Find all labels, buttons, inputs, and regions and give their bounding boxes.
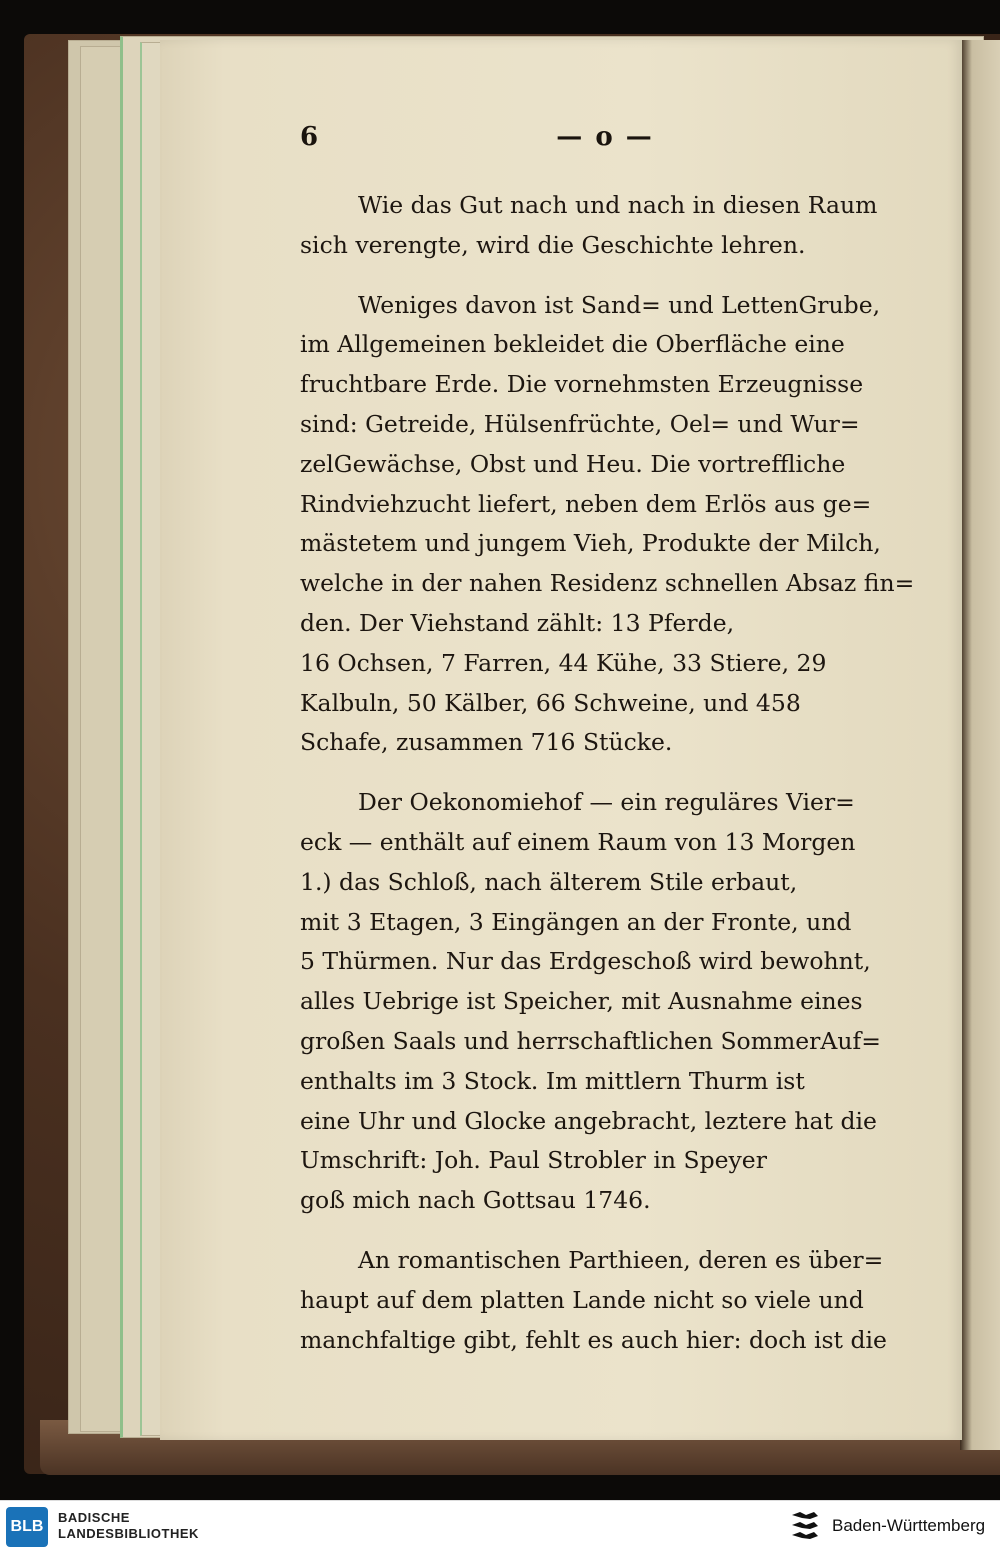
library-name-line2: LANDESBIBLIOTHEK (58, 1526, 199, 1541)
state-name[interactable]: Baden-Württemberg (832, 1516, 986, 1535)
text-line: 5 Thürmen. Nur das Erdgeschoß wird bewohnt, (300, 947, 871, 976)
text-line: Rindviehzucht liefert, neben dem Erlös aus ge= (300, 489, 872, 518)
text-line: mästetem und jungem Vieh, Produkte der Milch, (300, 529, 881, 558)
page-text (300, 186, 922, 1360)
text-line: Schafe, zusammen 716 Stücke. (300, 728, 673, 757)
text-line: mit 3 Etagen, 3 Eingängen an der Fronte, und (300, 907, 852, 936)
text-line: fruchtbare Erde. Die vornehmsten Erzeugnisse (300, 370, 864, 399)
header-ornament: — o — (556, 122, 654, 152)
paragraph (300, 783, 922, 1221)
library-name-line1: BADISCHE (58, 1510, 130, 1525)
text-line: Wie das Gut nach und nach in diesen Raum (358, 191, 878, 219)
text-line: Umschrift: Joh. Paul Strobler in Speyer (300, 1146, 767, 1175)
text-line: sind: Getreide, Hülsenfrüchte, Oel= und Wur= (300, 409, 860, 438)
text-line: im Allgemeinen bekleidet die Oberfläche eine (300, 330, 845, 359)
library-name[interactable] (58, 1510, 199, 1542)
blb-logo[interactable]: BLB (6, 1507, 48, 1547)
text-line: Weniges davon ist Sand= und LettenGrube, (358, 290, 881, 319)
text-line: Der Oekonomiehof — ein reguläres Vier= (358, 788, 855, 817)
facing-page-edge (960, 40, 1000, 1450)
text-line: den. Der Viehstand zählt: 13 Pferde, (300, 608, 735, 637)
text-line: alles Uebrige ist Speicher, mit Ausnahme eines (300, 987, 863, 1016)
page-header (300, 122, 920, 162)
text-line: eine Uhr und Glocke angebracht, leztere hat die (300, 1106, 877, 1135)
baden-wuerttemberg-lions-icon (788, 1509, 822, 1545)
text-line: 16 Ochsen, 7 Farren, 44 Kühe, 33 Stiere, 29 (300, 648, 827, 677)
footer-bar (0, 1500, 1000, 1552)
paragraph (300, 186, 922, 266)
page-number: 6 (300, 122, 319, 152)
text-line: Kalbuln, 50 Kälber, 66 Schweine, und 458 (300, 688, 801, 717)
text-line: haupt auf dem platten Lande nicht so viele und (300, 1285, 864, 1314)
text-line: manchfaltige gibt, fehlt es auch hier: doch ist die (300, 1325, 887, 1354)
text-line: welche in der nahen Residenz schnellen Absaz fin= (300, 569, 915, 598)
text-line: sich verengte, wird die Geschichte lehren. (300, 230, 806, 259)
text-line: eck — enthält auf einem Raum von 13 Morgen (300, 827, 856, 856)
text-line: enthalts im 3 Stock. Im mittlern Thurm ist (300, 1066, 805, 1095)
paragraph (300, 286, 922, 764)
paragraph (300, 1241, 922, 1360)
text-line: An romantischen Parthieen, deren es über= (358, 1245, 884, 1274)
text-line: 1.) das Schloß, nach älterem Stile erbaut, (300, 867, 798, 896)
text-line: großen Saals und herrschaftlichen SommerAuf= (300, 1026, 881, 1055)
text-line: zelGewächse, Obst und Heu. Die vortreffliche (300, 449, 846, 478)
text-line: goß mich nach Gottsau 1746. (300, 1186, 651, 1215)
